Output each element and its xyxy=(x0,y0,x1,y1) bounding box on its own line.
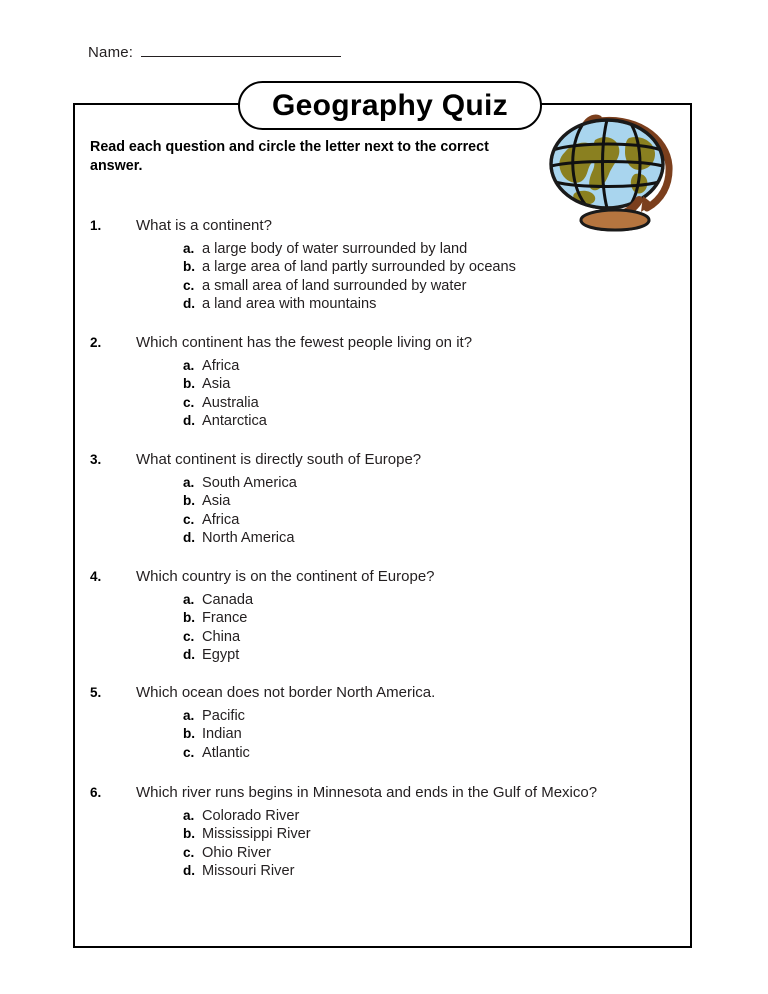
answer-text: Colorado River xyxy=(202,808,300,824)
question-heading xyxy=(0,452,700,474)
question-text: Which river runs begins in Minnesota and ends in the Gulf of Mexico? xyxy=(136,784,598,801)
answer-text: Pacific xyxy=(202,708,245,724)
answer-option[interactable] xyxy=(183,845,311,863)
question-block xyxy=(0,684,700,761)
answer-option[interactable] xyxy=(183,592,253,610)
question-block xyxy=(0,334,700,429)
answer-letter[interactable]: a. xyxy=(183,592,195,607)
question-block xyxy=(0,784,700,879)
question-text: Which continent has the fewest people living on it? xyxy=(136,334,473,351)
answer-letter[interactable]: a. xyxy=(183,708,195,723)
question-heading xyxy=(0,685,700,707)
answer-letter[interactable]: a. xyxy=(183,358,195,373)
answer-letter[interactable]: c. xyxy=(183,394,195,410)
answer-option[interactable] xyxy=(183,826,311,844)
instructions-text: Read each question and circle the letter next to the correct answer. xyxy=(90,139,489,175)
answer-letter[interactable]: d. xyxy=(183,862,196,878)
answer-text: Australia xyxy=(202,394,259,411)
answer-option[interactable] xyxy=(183,376,267,394)
answer-text: South America xyxy=(202,475,297,491)
answer-option[interactable] xyxy=(183,358,267,376)
answer-option[interactable] xyxy=(183,413,267,431)
answer-text: a land area with mountains xyxy=(202,295,377,312)
answer-letter[interactable]: b. xyxy=(183,376,196,392)
answer-text: a large area of land partly surrounded by oceans xyxy=(202,259,516,276)
answer-option[interactable] xyxy=(183,395,267,413)
answer-letter[interactable]: a. xyxy=(183,475,195,490)
answer-text: Asia xyxy=(202,493,231,510)
answer-options xyxy=(183,475,297,548)
answer-text: Asia xyxy=(202,376,231,393)
answer-letter[interactable]: c. xyxy=(183,844,195,860)
page-title: Geography Quiz xyxy=(272,88,508,122)
question-number: 3. xyxy=(90,452,102,467)
answer-option[interactable] xyxy=(183,530,297,548)
answer-option[interactable] xyxy=(183,493,297,511)
answer-text: a large body of water surrounded by land xyxy=(202,241,468,257)
answer-letter[interactable]: d. xyxy=(183,529,196,545)
answer-text: a small area of land surrounded by water xyxy=(202,277,467,294)
globe-illustration xyxy=(543,100,688,232)
question-number: 6. xyxy=(90,785,102,800)
answer-text: Africa xyxy=(202,358,240,374)
answer-text: North America xyxy=(202,529,295,546)
answer-letter[interactable]: c. xyxy=(183,744,195,760)
answer-text: Antarctica xyxy=(202,412,267,429)
answer-option[interactable] xyxy=(183,745,250,763)
answer-letter[interactable]: c. xyxy=(183,277,195,293)
answer-text: Canada xyxy=(202,592,254,608)
answer-letter[interactable]: d. xyxy=(183,295,196,311)
answer-option[interactable] xyxy=(183,512,297,530)
question-text: What is a continent? xyxy=(136,217,272,234)
answer-options xyxy=(183,592,253,665)
answer-option[interactable] xyxy=(183,647,253,665)
answer-text: Africa xyxy=(202,511,240,528)
answer-option[interactable] xyxy=(183,241,516,259)
answer-text: Ohio River xyxy=(202,844,271,861)
answer-text: Egypt xyxy=(202,646,240,663)
answer-option[interactable] xyxy=(183,278,516,296)
name-row xyxy=(88,44,341,61)
question-text: What continent is directly south of Europe? xyxy=(136,451,422,468)
answer-text: Indian xyxy=(202,726,242,743)
answer-letter[interactable]: d. xyxy=(183,646,196,662)
question-text: Which ocean does not border North America. xyxy=(136,684,436,701)
answer-letter[interactable]: c. xyxy=(183,628,195,644)
answer-option[interactable] xyxy=(183,708,250,726)
answer-option[interactable] xyxy=(183,726,250,744)
answer-letter[interactable]: c. xyxy=(183,511,195,527)
answer-letter[interactable]: a. xyxy=(183,241,195,256)
question-number: 4. xyxy=(90,569,102,584)
answer-letter[interactable]: d. xyxy=(183,412,196,428)
answer-letter[interactable]: b. xyxy=(183,610,196,626)
answer-letter[interactable]: b. xyxy=(183,493,196,509)
answer-options xyxy=(183,358,267,431)
question-heading xyxy=(0,785,700,807)
answer-options xyxy=(183,708,250,763)
answer-text: Missouri River xyxy=(202,862,295,879)
answer-text: France xyxy=(202,610,248,627)
answer-option[interactable] xyxy=(183,475,297,493)
question-number: 2. xyxy=(90,335,102,350)
answer-options xyxy=(183,808,311,881)
answer-text: China xyxy=(202,628,241,645)
title-banner xyxy=(238,81,542,130)
question-number: 1. xyxy=(90,218,102,233)
question-heading xyxy=(0,569,700,591)
question-block xyxy=(0,451,700,546)
answer-text: Mississippi River xyxy=(202,826,311,843)
question-block xyxy=(0,568,700,663)
answer-option[interactable] xyxy=(183,629,253,647)
answer-text: Atlantic xyxy=(202,744,250,761)
answer-option[interactable] xyxy=(183,296,516,314)
answer-option[interactable] xyxy=(183,610,253,628)
name-write-in-line[interactable] xyxy=(141,44,341,57)
answer-option[interactable] xyxy=(183,863,311,881)
answer-option[interactable] xyxy=(183,808,311,826)
answer-letter[interactable]: b. xyxy=(183,726,196,742)
answer-options xyxy=(183,241,516,314)
question-heading xyxy=(0,335,700,357)
answer-letter[interactable]: b. xyxy=(183,259,196,275)
name-label: Name: xyxy=(88,44,134,61)
question-number: 5. xyxy=(90,685,102,700)
question-text: Which country is on the continent of Europe? xyxy=(136,568,435,585)
answer-letter[interactable]: b. xyxy=(183,826,196,842)
answer-option[interactable] xyxy=(183,259,516,277)
answer-letter[interactable]: a. xyxy=(183,808,195,823)
